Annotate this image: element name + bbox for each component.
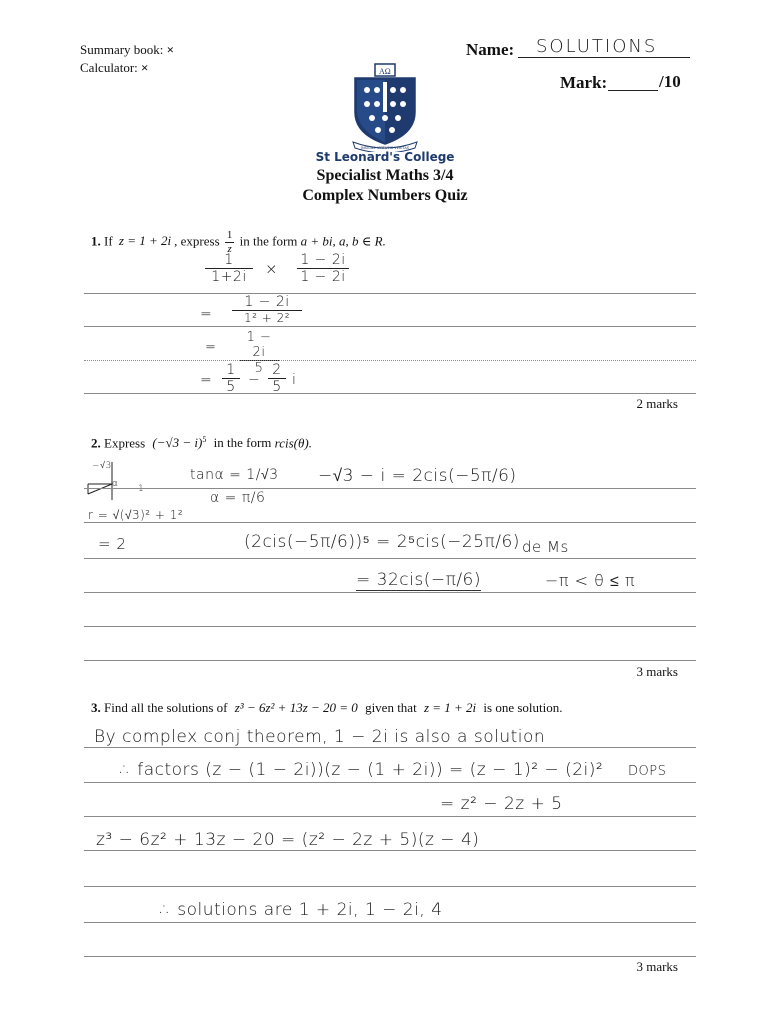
q3-line-3: = z² − 2z + 5	[440, 794, 563, 814]
q2-demoivre: (2cis(−5π/6))⁵ = 2⁵cis(−25π/6)	[244, 532, 520, 552]
q3-marks: 3 marks	[636, 959, 678, 974]
q2-cis-line: −√3 − i = 2cis(−5π/6)	[318, 466, 517, 486]
q3-line-4: z³ − 6z² + 13z − 20 = (z² − 2z + 5)(z − 4)	[96, 830, 480, 850]
cross-icon: ×	[166, 42, 175, 57]
answer-line	[84, 816, 696, 817]
svg-text:AΩ: AΩ	[379, 67, 391, 76]
answer-line	[84, 522, 696, 523]
answer-line	[84, 747, 696, 748]
q1-fraction: $\frac{1}{z}$	[226, 229, 233, 255]
answer-line	[84, 488, 696, 489]
answer-line	[84, 922, 696, 923]
q2-diagram-label-c: −1	[130, 484, 145, 494]
answer-line	[84, 626, 696, 627]
name-value: SOLUTIONS	[536, 36, 658, 57]
school-name: St Leonard's College	[315, 150, 455, 164]
q2-tan: tanα = 1/√3	[190, 467, 279, 483]
answer-line	[84, 850, 696, 851]
name-underline	[518, 57, 690, 58]
q2-marks: 3 marks	[636, 664, 678, 679]
mark-label: Mark:	[560, 73, 608, 92]
svg-text:INSIGNE VIRTUTIS VERITAS: INSIGNE VIRTUTIS VERITAS	[360, 146, 410, 150]
q2-dems: de Ms	[522, 538, 569, 556]
school-crest	[345, 62, 425, 152]
q3-line-1: By complex conj theorem, 1 − 2i is also a solution	[94, 727, 546, 747]
q2-diagram-label-alpha: α	[112, 479, 119, 489]
name-label: Name:	[466, 40, 515, 59]
mark-underline	[608, 90, 658, 91]
cross-icon: ×	[141, 60, 149, 75]
q2-range: −π < θ ≤ π	[545, 571, 635, 590]
question-2: 2. Express $(-√3 - i)^5$ in the form rcis(θ).	[91, 435, 312, 451]
calculator-label: Calculator: ×	[80, 60, 149, 75]
page-title: Specialist Maths 3/4	[316, 167, 454, 184]
mark-total: /10	[659, 72, 681, 91]
answer-line	[84, 956, 696, 957]
answer-line	[84, 886, 696, 887]
q3-dops: DOPS	[628, 764, 667, 779]
answer-line	[84, 782, 696, 783]
q2-diagram-label-a: −√3	[92, 461, 112, 471]
answer-line	[84, 660, 696, 661]
question-3: 3. Find all the solutions of z³ − 6z² + 13z − 20 = 0 given that z = 1 + 2i is one solution.	[91, 700, 563, 715]
answer-line	[84, 293, 696, 294]
question-1: 1. If z = 1 + 2i , express $\frac{1}{z}$ in the form a + bi, a, b ∈ R.	[91, 229, 386, 255]
q1-marks: 2 marks	[636, 396, 678, 411]
q2-result: = 32cis(−π/6)	[356, 570, 481, 590]
answer-line	[84, 558, 696, 559]
q2-r-line: r = √(√3)² + 1²	[88, 508, 184, 522]
summary-book-label: Summary book: ×	[80, 42, 175, 57]
q2-alpha: α = π/6	[210, 490, 266, 506]
answer-line	[84, 592, 696, 593]
q2-r-eq: = 2	[98, 535, 127, 553]
page-subtitle: Complex Numbers Quiz	[302, 187, 468, 204]
answer-line	[84, 360, 696, 361]
answer-line	[84, 393, 696, 394]
answer-line	[84, 326, 696, 327]
q3-line-2: ∴ factors (z − (1 − 2i))(z − (1 + 2i)) = (z − 1)² − (2i)²	[120, 760, 604, 780]
q3-solutions: ∴ solutions are 1 + 2i, 1 − 2i, 4	[160, 900, 443, 920]
